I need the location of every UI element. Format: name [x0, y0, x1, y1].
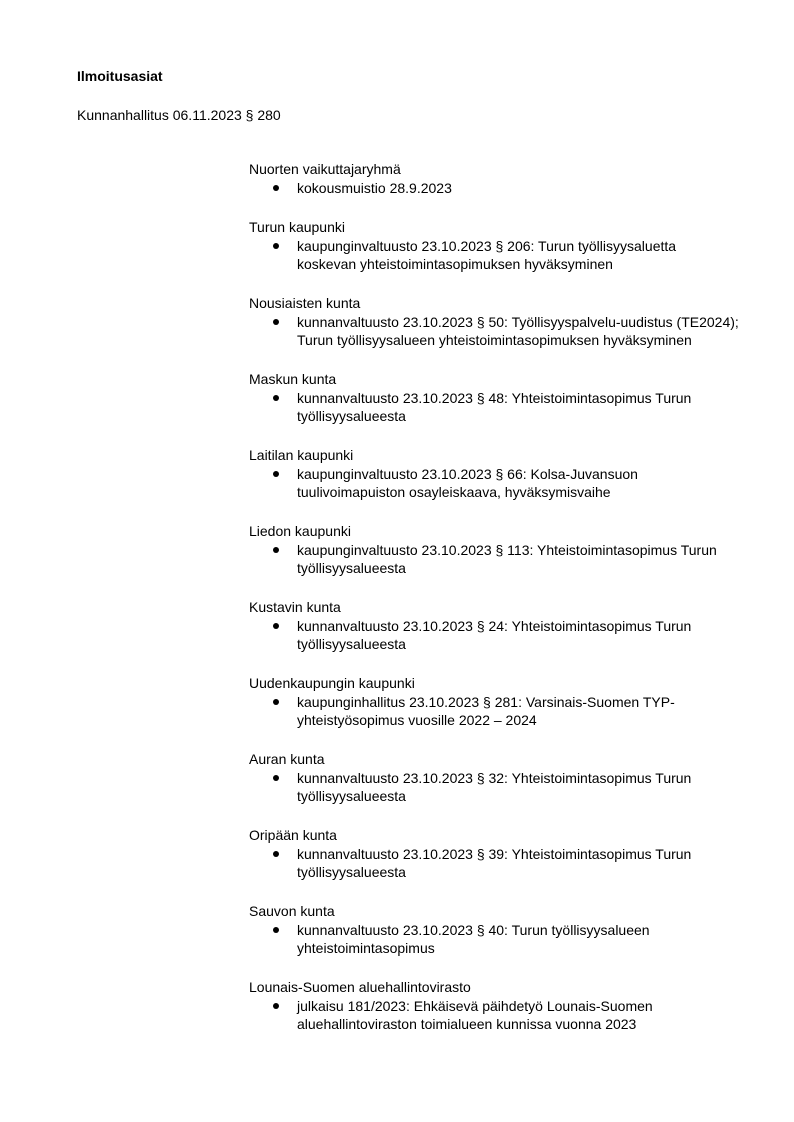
notice-items	[249, 465, 739, 502]
notice-item-text: julkaisu 181/2023: Ehkäisevä päihdetyö Lounais-Suomen aluehallintoviraston toimialueen kunnissa vuonna 2023	[297, 997, 653, 1032]
notice-block	[249, 978, 739, 1034]
notice-item-text: kunnanvaltuusto 23.10.2023 § 50: Työllisyyspalvelu-uudistus (TE2024); Turun työllisyysalueen yhteistoimintasopimuksen hyväksyminen	[297, 313, 739, 348]
notice-sender: Oripään kunta	[249, 826, 337, 843]
notice-sender: Liedon kaupunki	[249, 522, 351, 539]
notice-item	[249, 997, 739, 1034]
notice-block	[249, 160, 739, 198]
notice-item-text: kunnanvaltuusto 23.10.2023 § 39: Yhteistoimintasopimus Turun työllisyysalueesta	[297, 845, 692, 880]
notice-items	[249, 921, 739, 958]
page-title: Ilmoitusasiat	[77, 68, 163, 84]
notice-item	[249, 313, 739, 350]
notice-item-text: kaupunginhallitus 23.10.2023 § 281: Varsinais-Suomen TYP-yhteistyösopimus vuosille 2022 – 2024	[297, 693, 675, 728]
notice-items	[249, 845, 739, 882]
notice-item	[249, 389, 739, 426]
notice-item	[249, 237, 739, 274]
bullet-icon	[273, 471, 279, 477]
notice-sender: Nuorten vaikuttajaryhmä	[249, 161, 401, 177]
bullet-icon	[273, 851, 279, 857]
bullet-icon	[273, 243, 279, 249]
notice-block	[249, 446, 739, 502]
notice-block	[249, 750, 739, 806]
notice-block	[249, 522, 739, 578]
notice-item	[249, 179, 739, 198]
notice-item-text: kokousmuistio 28.9.2023	[297, 180, 452, 196]
notice-sender: Lounais-Suomen aluehallintovirasto	[249, 978, 471, 995]
notice-item	[249, 693, 739, 730]
notice-block	[249, 370, 739, 426]
notice-block	[249, 674, 739, 730]
notice-items	[249, 389, 739, 426]
bullet-icon	[273, 185, 279, 191]
notice-item	[249, 845, 739, 882]
bullet-icon	[273, 319, 279, 325]
notice-block	[249, 902, 739, 958]
bullet-icon	[273, 547, 279, 553]
notice-sender: Turun kaupunki	[249, 218, 345, 235]
notice-item-text: kunnanvaltuusto 23.10.2023 § 48: Yhteistoimintasopimus Turun työllisyysalueesta	[297, 389, 692, 424]
notice-items	[249, 179, 739, 198]
notice-item	[249, 769, 739, 806]
notice-item	[249, 921, 739, 958]
bullet-icon	[273, 775, 279, 781]
bullet-icon	[273, 395, 279, 401]
notice-item-text: kunnanvaltuusto 23.10.2023 § 24: Yhteistoimintasopimus Turun työllisyysalueesta	[297, 617, 692, 652]
notice-items	[249, 693, 739, 730]
bullet-icon	[273, 927, 279, 933]
bullet-icon	[273, 699, 279, 705]
notice-item-text: kunnanvaltuusto 23.10.2023 § 40: Turun työllisyysalueen yhteistoimintasopimus	[297, 921, 650, 956]
notice-sender: Uudenkaupungin kaupunki	[249, 674, 415, 691]
notice-items	[249, 617, 739, 654]
notice-item	[249, 465, 739, 502]
notice-sender: Laitilan kaupunki	[249, 446, 354, 463]
notice-block	[249, 218, 739, 274]
notices-list	[249, 160, 739, 1054]
notice-items	[249, 997, 739, 1034]
notice-sender: Nousiaisten kunta	[249, 294, 361, 311]
bullet-icon	[273, 623, 279, 629]
notice-sender: Maskun kunta	[249, 370, 337, 387]
notice-block	[249, 598, 739, 654]
notice-block	[249, 826, 739, 882]
notice-sender: Auran kunta	[249, 750, 325, 767]
notice-item	[249, 617, 739, 654]
notice-sender: Kustavin kunta	[249, 598, 341, 615]
notice-item-text: kunnanvaltuusto 23.10.2023 § 32: Yhteistoimintasopimus Turun työllisyysalueesta	[297, 769, 692, 804]
notice-item-text: kaupunginvaltuusto 23.10.2023 § 206: Turun työllisyysaluetta koskevan yhteistoimintasopimuksen hyväksyminen	[297, 237, 677, 272]
bullet-icon	[273, 1003, 279, 1009]
meeting-reference: Kunnanhallitus 06.11.2023 § 280	[77, 107, 281, 123]
notice-items	[249, 769, 739, 806]
notice-items	[249, 313, 739, 350]
notice-items	[249, 237, 739, 274]
notice-block	[249, 294, 739, 350]
notice-sender: Sauvon kunta	[249, 902, 335, 919]
notice-item	[249, 541, 739, 578]
notice-item-text: kaupunginvaltuusto 23.10.2023 § 113: Yhteistoimintasopimus Turun työllisyysalueesta	[297, 541, 717, 576]
notice-items	[249, 541, 739, 578]
notice-item-text: kaupunginvaltuusto 23.10.2023 § 66: Kolsa-Juvansuon tuulivoimapuiston osayleiskaava, hyväksymisvaihe	[297, 465, 638, 500]
